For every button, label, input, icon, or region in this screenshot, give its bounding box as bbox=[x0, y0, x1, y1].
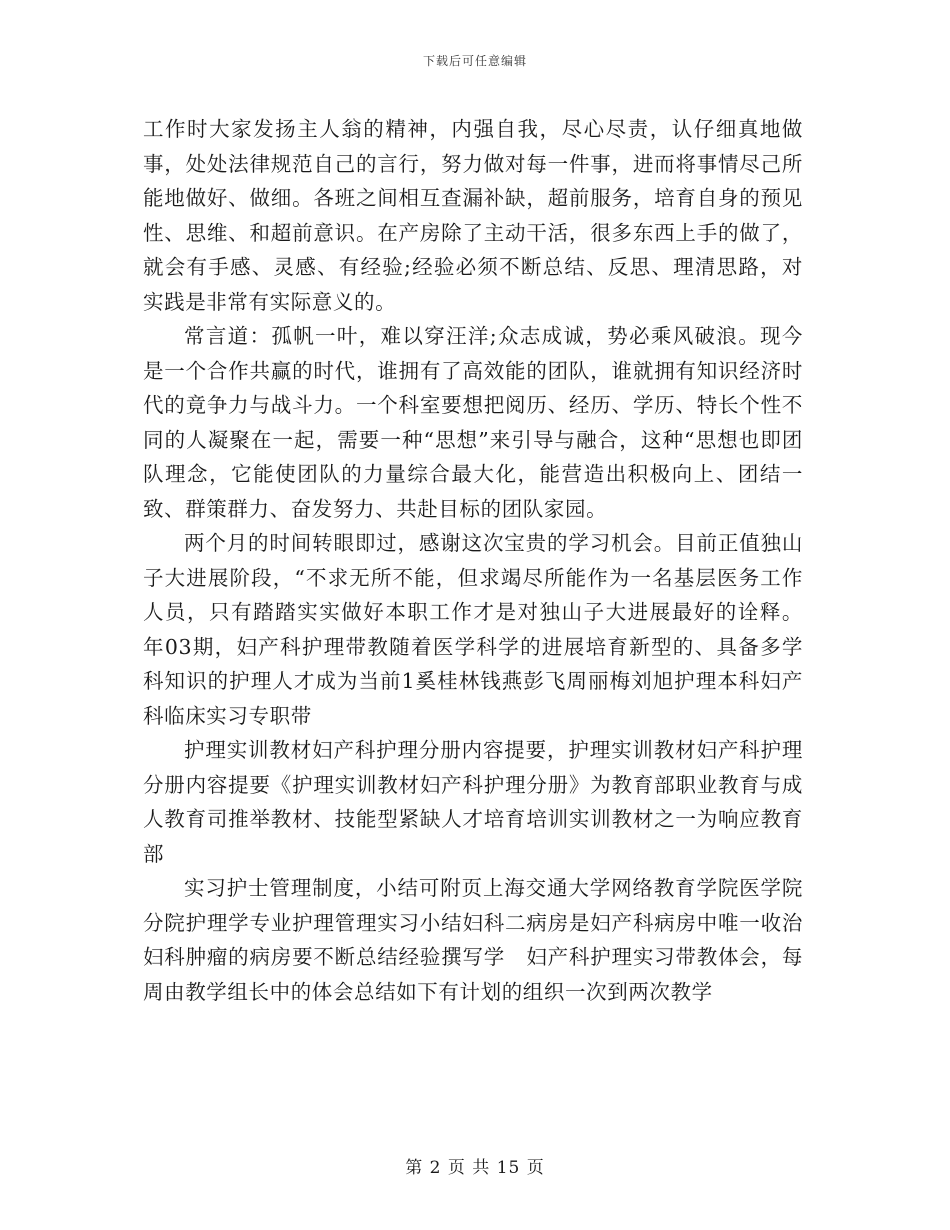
paragraph-5: 实习护士管理制度，小结可附页上海交通大学网络教育学院医学院分院护理学专业护理管理实习小结妇科二病房是妇产科病房中唯一收治妇科肿瘤的病房要不断总结经验撰写学 妇产科护理实习带教体会，每周由教学组长中的体会总结如下有计划的组织一次到两次教学 bbox=[143, 876, 803, 1004]
page-header: 下载后可任意编辑 bbox=[422, 54, 527, 68]
page-number: 第 2 页 共 15 页 bbox=[405, 1158, 545, 1178]
paragraph-3: 两个月的时间转眼即过，感谢这次宝贵的学习机会。目前正值独山子大进展阶段，“不求无所不能，但求竭尽所能作为一名基层医务工作人员，只有踏踏实实做好本职工作才是对独山子大进展最好的诠释。 年03期，妇产科护理带教随着医学科学的进展培育新型的、具备多学科知识的护理人才成为当前1奚桂林钱燕彭飞周丽梅刘旭护理本科妇产科临床实习专职带 bbox=[143, 531, 803, 728]
paragraph-2: 常言道：孤帆一叶，难以穿汪洋;众志成诚，势必乘风破浪。现今是一个合作共赢的时代，谁拥有了高效能的团队，谁就拥有知识经济时代的竟争力与战斗力。一个科室要想把阅历、经历、学历、特长个性不同的人凝聚在一起，需要一种“思想”来引导与融合，这种“思想也即团队理念，它能使团队的力量综合最大化，能营造出积极向上、团结一致、群策群力、奋发努力、共赴目标的团队家园。 bbox=[143, 324, 803, 521]
paragraph-4: 护理实训教材妇产科护理分册内容提要，护理实训教材妇产科护理分册内容提要《护理实训教材妇产科护理分册》为教育部职业教育与成人教育司推举教材、技能型紧缺人才培育培训实训教材之一为响应教育部 bbox=[143, 738, 803, 866]
paragraph-1: 工作时大家发扬主人翁的精神，内强自我，尽心尽责，认仔细真地做事，处处法律规范自己的言行，努力做对每一件事，进而将事情尽己所能地做好、做细。各班之间相互查漏补缺，超前服务，培育自身的预见性、思维、和超前意识。在产房除了主动干活，很多东西上手的做了，就会有手感、灵感、有经验;经验必须不断总结、反思、理清思路，对实践是非常有实际意义的。 bbox=[143, 117, 803, 314]
document-body bbox=[143, 112, 803, 1009]
